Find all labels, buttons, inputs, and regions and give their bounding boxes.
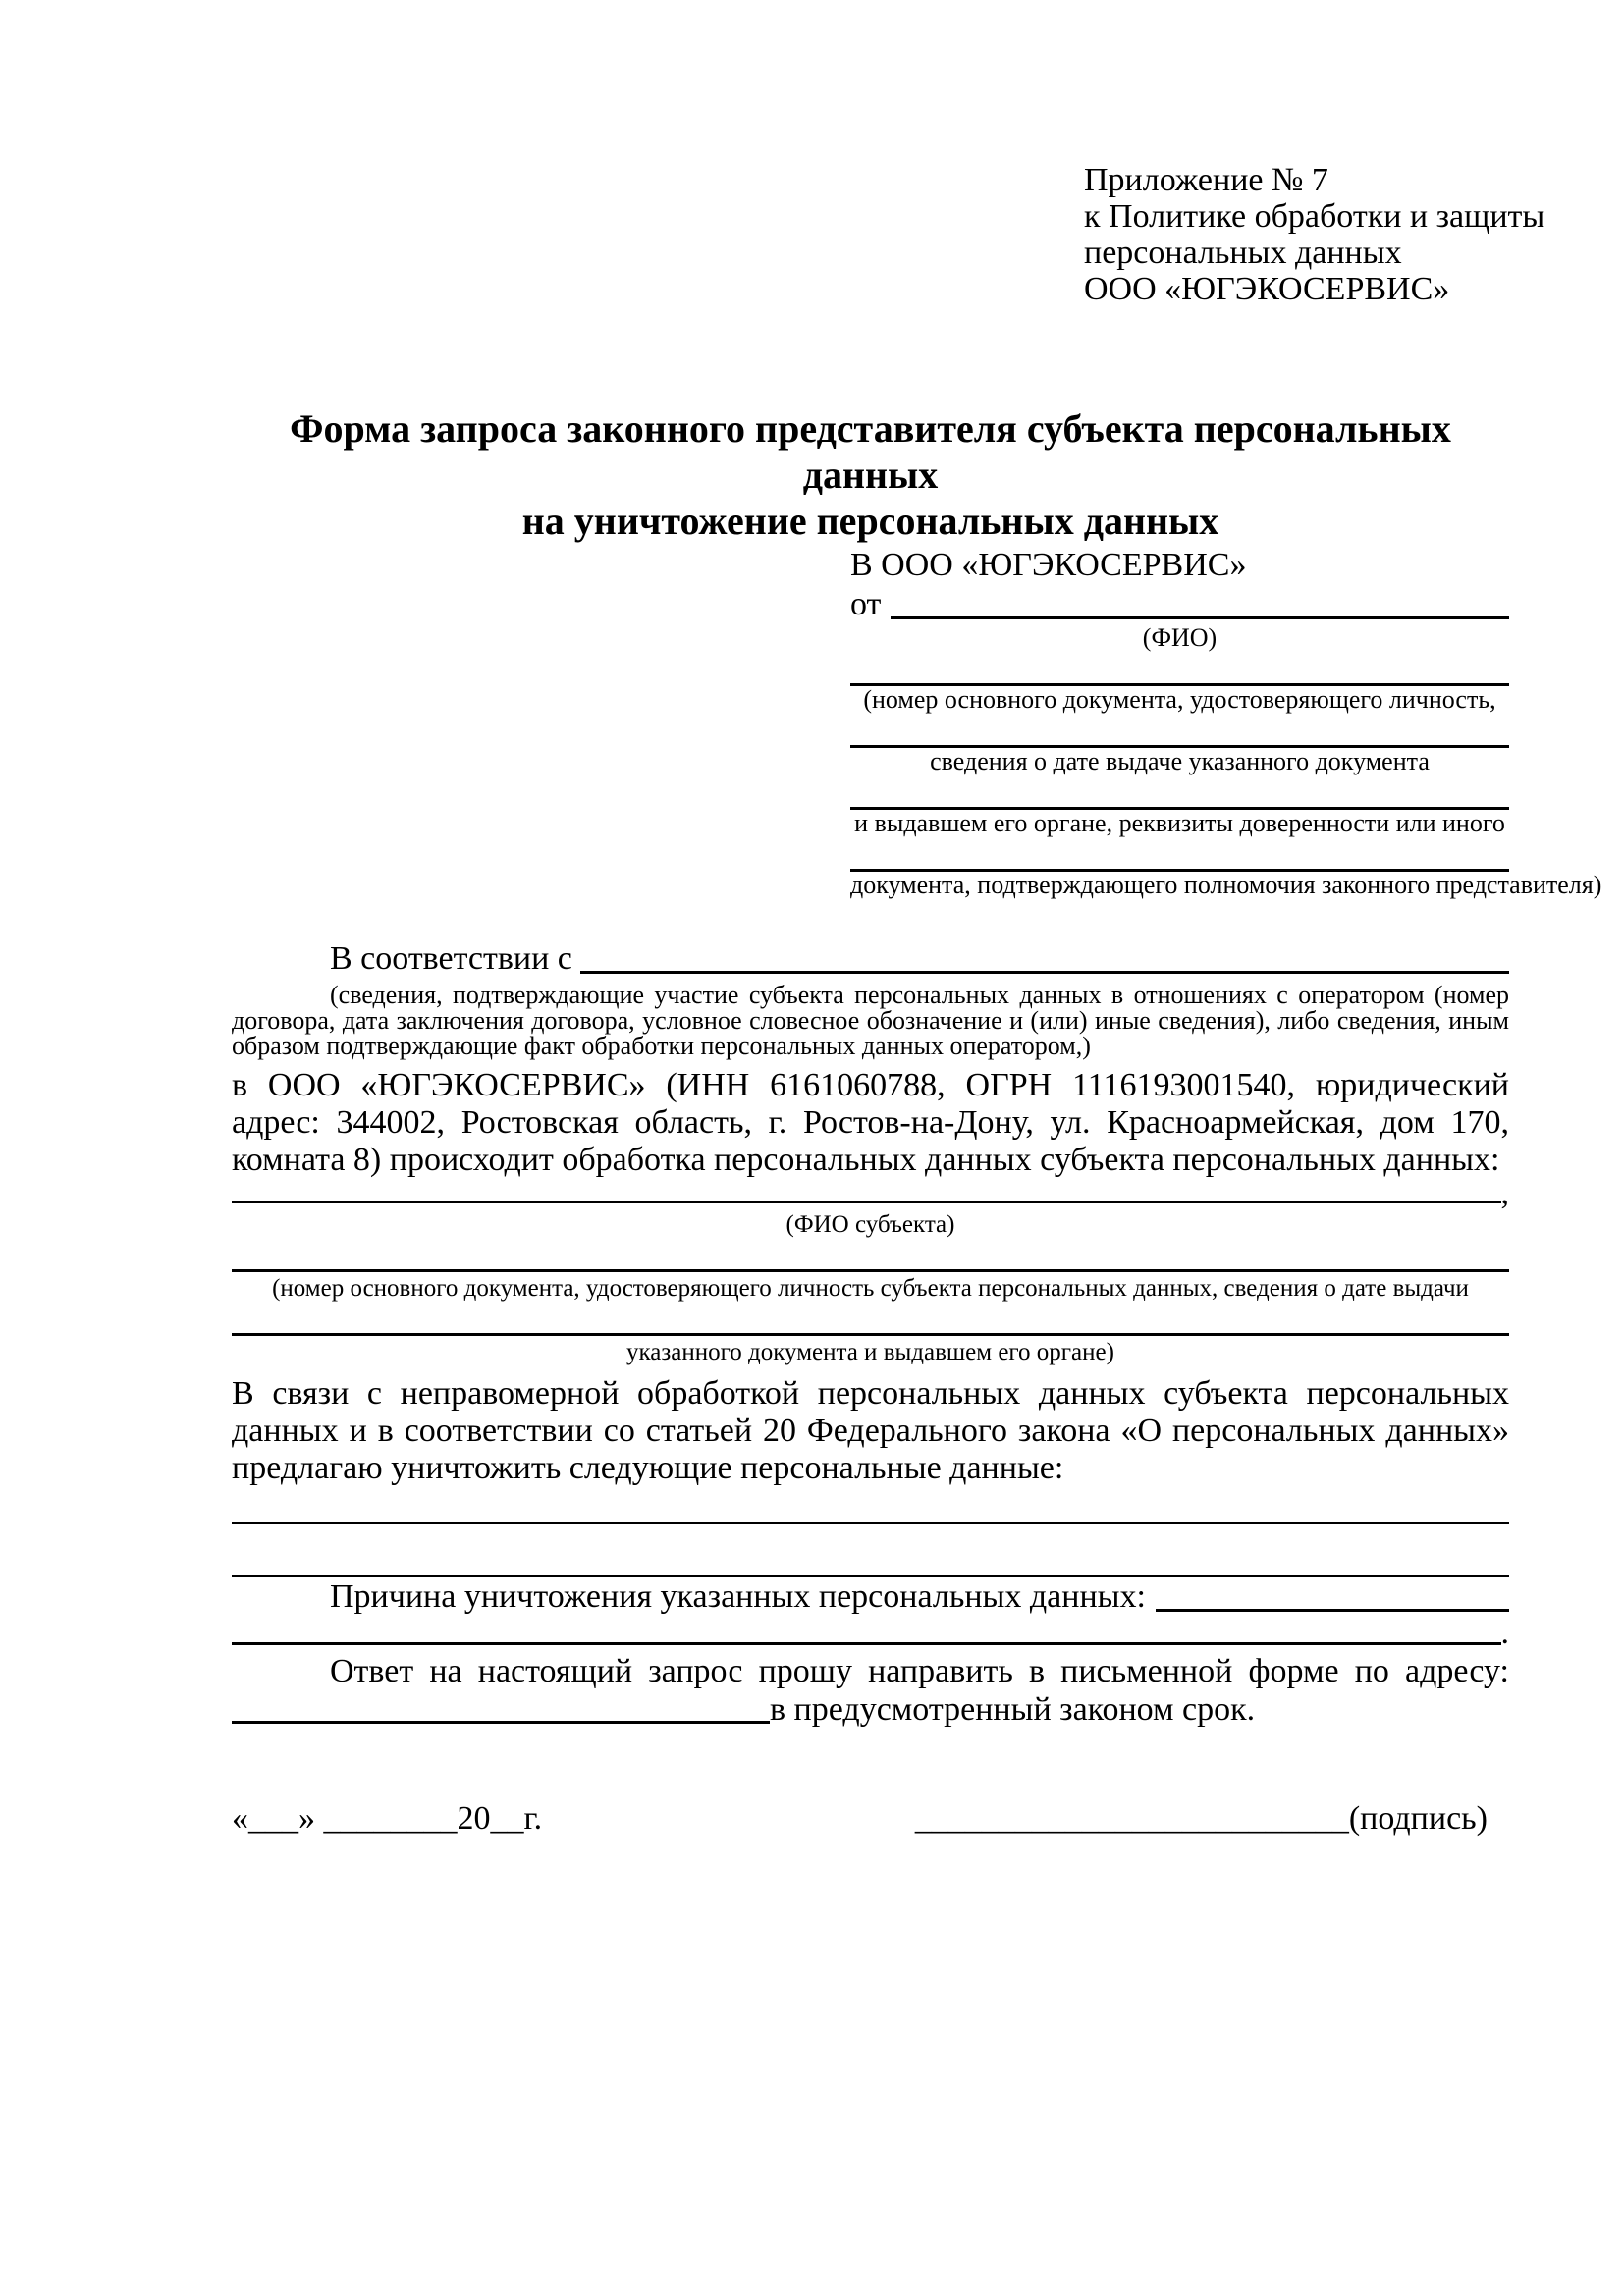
date-signature-row (232, 1799, 1509, 1839)
reason-continuation-blank-line (232, 1642, 1501, 1645)
subject-fio-blank-line (232, 1201, 1501, 1203)
from-label: от (850, 586, 882, 622)
representative-doc-caption-4: документа, подтверждающего полномочия законного представителя) (850, 871, 1602, 899)
page-title-line1: Форма запроса законного представителя субъекта персональных данных (290, 406, 1451, 497)
from-blank-line (891, 616, 1509, 619)
appendix-header (1084, 162, 1545, 307)
destruction-reason-blank-line (1156, 1609, 1509, 1612)
representative-doc-caption-3: и выдавшем его органе, реквизиты доверенности или иного (854, 809, 1505, 837)
operator-paragraph: в ООО «ЮГЭКОСЕРВИС» (ИНН 6161060788, ОГРН 1116193001540, юридический адрес: 344002, Ростовская область, г. Ростов-на-Дону, ул. Красноармейская, дом 170, комната 8) происходит обработка персональных данных субъекта персональных данных: (232, 1067, 1509, 1178)
trailing-period: . (1500, 1615, 1509, 1651)
signature-area (915, 1799, 1488, 1839)
accordance-blank-line (580, 971, 1509, 974)
representative-doc-blank-line-3 (850, 774, 1509, 810)
accordance-row (232, 939, 1509, 979)
reason-continuation-row (232, 1617, 1509, 1650)
answer-address-blank-line (232, 1721, 770, 1724)
destruction-reason-row (232, 1577, 1509, 1617)
subject-doc-blank-line-1 (232, 1238, 1509, 1272)
accordance-label: В соответствии с (330, 940, 581, 977)
page-title (232, 405, 1509, 544)
addressee-company: В ООО «ЮГЭКОСЕРВИС» (850, 547, 1247, 583)
subject-doc-blank-line-2 (232, 1302, 1509, 1336)
appendix-company: ООО «ЮГЭКОСЕРВИС» (1084, 271, 1450, 307)
unlawful-processing-paragraph: В связи с неправомерной обработкой персональных данных субъекта персональных данных и в соответствии со статьей 20 Федерального закона «О персональных данных» предлагаю уничтожить следующие персональные данные: (232, 1375, 1509, 1486)
appendix-number: Приложение № 7 (1084, 162, 1328, 198)
subject-doc-caption-1: (номер основного документа, удостоверяющего личность субъекта персональных данных, сведения о дате выдачи (272, 1275, 1469, 1302)
date-blank-line: «___» ________20__г. (232, 1800, 543, 1837)
from-field-row (850, 585, 1509, 624)
signature-caption: (подпись) (1348, 1800, 1488, 1837)
subject-fio-blank-row (232, 1175, 1509, 1211)
subject-doc-caption-2: указанного документа и выдавшем его органе) (626, 1339, 1114, 1365)
representative-doc-caption-1: (номер основного документа, удостоверяющего личность, (863, 685, 1496, 714)
destruction-reason-label: Причина уничтожения указанных персональных данных: (330, 1578, 1146, 1615)
answer-address-row (232, 1691, 1509, 1729)
appendix-policy-line2: персональных данных (1084, 235, 1402, 271)
fio-caption: (ФИО) (1142, 623, 1218, 652)
trailing-comma: , (1500, 1175, 1509, 1211)
addressee-block (850, 546, 1602, 899)
appendix-policy-line: к Политике обработки и защиты (1084, 198, 1545, 235)
representative-doc-blank-line-4 (850, 836, 1509, 872)
page-title-line2: на уничтожение персональных данных (521, 499, 1219, 543)
accordance-note: (сведения, подтверждающие участие субъекта персональных данных в отношениях с оператором (номер договора, дата заключения договора, условное словесное обозначение и (или) иные сведения), либо сведения, иным образом подтверждающие факт обработки персональных данных оператором,) (232, 981, 1509, 1060)
data-to-destroy-blank-line-2 (232, 1524, 1509, 1577)
data-to-destroy-blank-line-1 (232, 1487, 1509, 1524)
answer-tail-text: в предусмотренный законом срок. (770, 1691, 1256, 1728)
answer-request-paragraph: Ответ на настоящий запрос прошу направить в письменной форме по адресу: (330, 1653, 1509, 1689)
representative-doc-blank-line-1 (850, 651, 1509, 686)
representative-doc-caption-2: сведения о дате выдаче указанного документа (930, 747, 1430, 775)
signature-blank-line: __________________________ (914, 1800, 1349, 1837)
subject-fio-caption: (ФИО субъекта) (785, 1211, 955, 1238)
representative-doc-blank-line-2 (850, 713, 1509, 748)
